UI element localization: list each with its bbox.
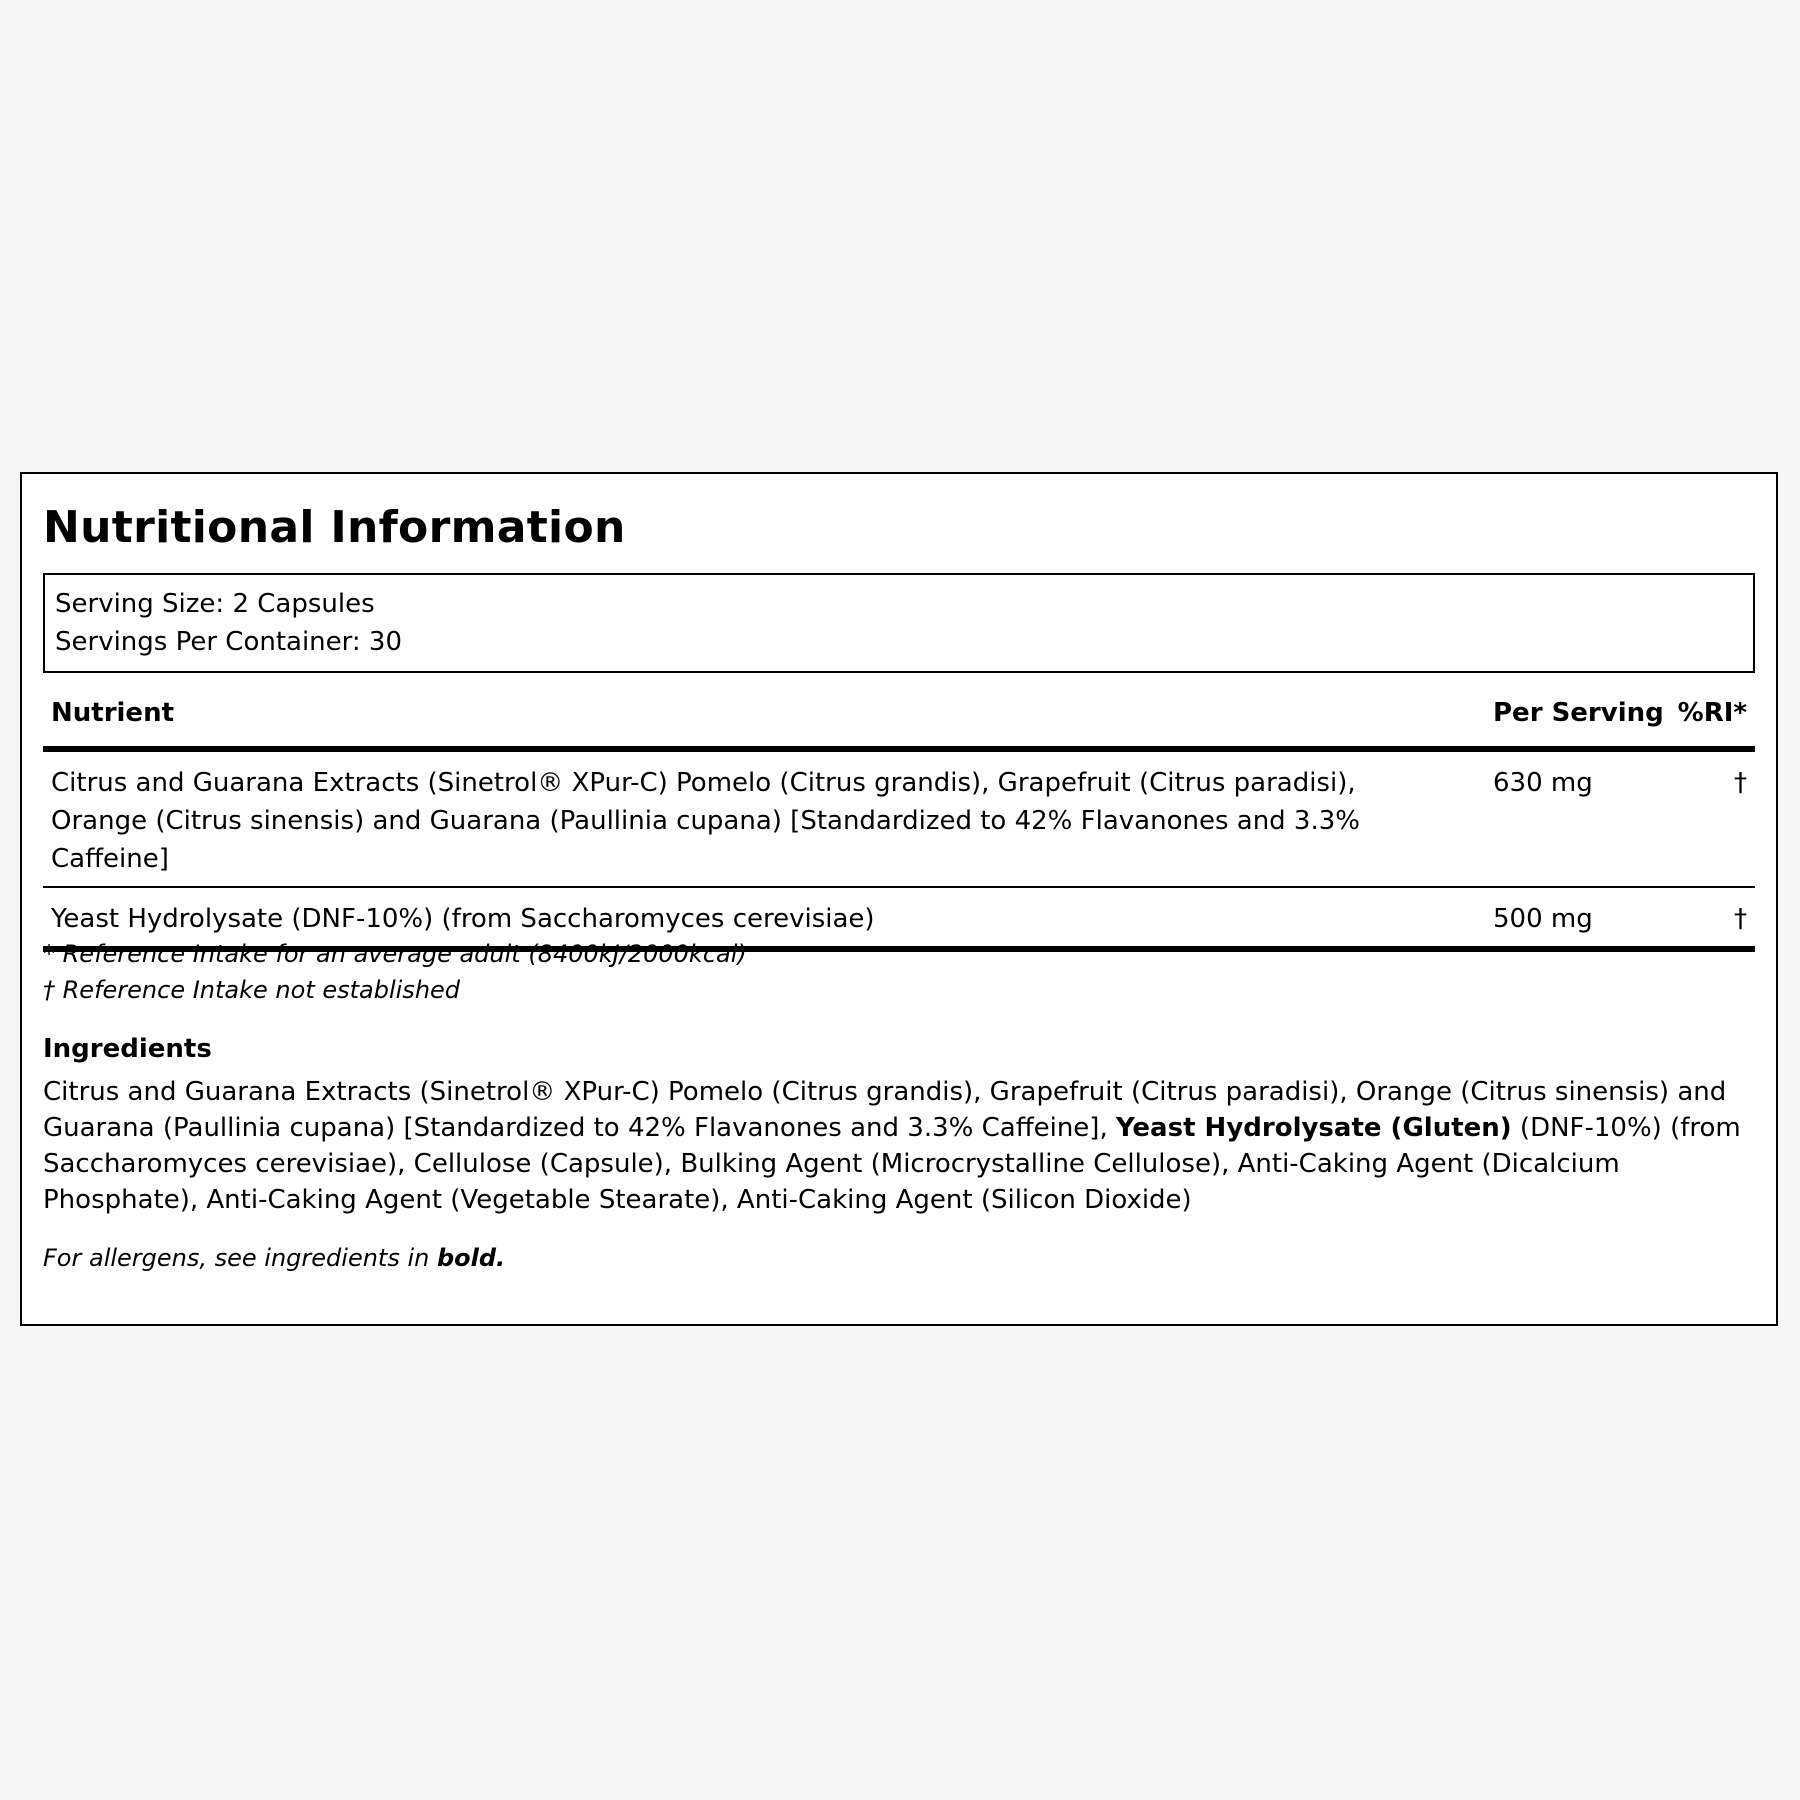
serving-size: Serving Size: 2 Capsules — [55, 589, 375, 619]
row-ri: † — [1734, 904, 1747, 934]
ingredients-heading: Ingredients — [43, 1034, 212, 1064]
row-nutrient: Yeast Hydrolysate (DNF-10%) (from Saccharomyces cerevisiae) — [51, 904, 875, 934]
nutrient-table — [43, 694, 1755, 952]
ingredients-text — [43, 1074, 1755, 1218]
footnote-not-established: † Reference Intake not established — [43, 976, 461, 1004]
page-title: Nutritional Information — [43, 502, 626, 553]
table-header — [43, 694, 1755, 752]
row-ri: † — [1734, 768, 1747, 798]
allergen-note — [43, 1244, 505, 1272]
allergen-note-prefix: For allergens, see ingredients in — [43, 1244, 437, 1272]
ingredients-allergen: Yeast Hydrolysate (Gluten) — [1115, 1113, 1512, 1143]
ingredients-text-part1: Citrus and Guarana Extracts (Sinetrol® XPur-C) Pomelo (Citrus grandis), Grapefruit (Citrus paradisi), Orange (Citrus sinensis) and Guarana (Paullinia cupana) [Standardized to 42% Flavanones and 3.3% Caffeine], — [43, 1077, 1727, 1143]
row-nutrient: Citrus and Guarana Extracts (Sinetrol® XPur-C) Pomelo (Citrus grandis), Grapefruit (Citrus paradisi), Orange (Citrus sinensis) and Guarana (Paullinia cupana) [Standardized to 42% Flavanones and 3.3% Caffeine] — [51, 768, 1360, 874]
row-per-serving: 630 mg — [1493, 768, 1593, 798]
header-ri: %RI* — [1677, 698, 1747, 728]
footnote-reference-intake: * Reference Intake for an average adult (8400kJ/2000kcal) — [43, 940, 747, 968]
nutrition-panel — [20, 472, 1778, 1326]
ingredients-text-part2: (DNF-10%) (from Saccharomyces cerevisiae), Cellulose (Capsule), Bulking Agent (Microcrystalline Cellulose), Anti-Caking Agent (Dicalcium Phosphate), Anti-Caking Agent (Vegetable Stearate), Anti-Caking Agent (Silicon Dioxide) — [43, 1113, 1741, 1215]
allergen-note-bold: bold. — [436, 1244, 506, 1272]
header-nutrient: Nutrient — [51, 698, 175, 728]
footnotes — [43, 936, 747, 1008]
serving-info-box — [43, 573, 1755, 673]
row-per-serving: 500 mg — [1493, 904, 1593, 934]
servings-per-container: Servings Per Container: 30 — [55, 627, 403, 657]
header-per-serving: Per Serving — [1493, 698, 1664, 728]
table-row — [43, 752, 1755, 888]
